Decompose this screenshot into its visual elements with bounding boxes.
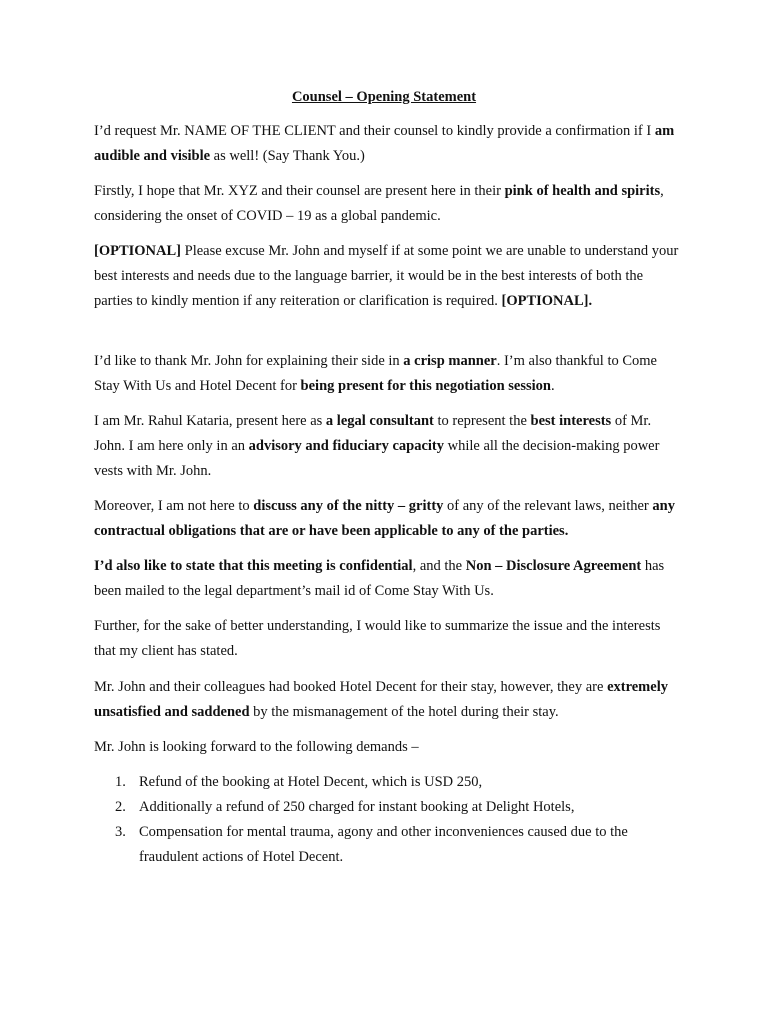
paragraph-summary-intro xyxy=(94,614,684,664)
emphasized-text: Non – Disclosure Agreement xyxy=(465,558,642,574)
emphasized-text: extremely unsatisfied and saddened xyxy=(94,679,668,720)
body-text: while all the decision-making power vests with Mr. John. xyxy=(94,438,660,479)
body-text: Mr. John is looking forward to the following demands – xyxy=(94,739,419,755)
body-text: of any of the relevant laws, neither xyxy=(443,498,653,514)
body-text: as well! (Say Thank You.) xyxy=(210,148,365,164)
paragraph-confidentiality xyxy=(94,554,684,604)
paragraph-issue xyxy=(94,675,684,725)
paragraph-thanks xyxy=(94,349,684,399)
list-item-text: Compensation for mental trauma, agony and other inconveniences caused due to the fraudulent actions of Hotel Decent. xyxy=(139,824,628,865)
body-text: has been mailed to the legal department’s mail id of Come Stay With Us. xyxy=(94,558,665,599)
emphasized-text: discuss any of the nitty – gritty xyxy=(253,498,444,514)
list-item-text: Additionally a refund of 250 charged for instant booking at Delight Hotels, xyxy=(139,799,575,815)
body-text: . xyxy=(550,378,555,394)
body-text: I am Mr. Rahul Kataria, present here as xyxy=(94,413,326,429)
body-text: I’d request Mr. NAME OF THE CLIENT and their counsel to kindly provide a confirmation if I xyxy=(94,123,655,139)
paragraph-demands-intro xyxy=(94,735,684,760)
body-text: by the mismanagement of the hotel during their stay. xyxy=(249,704,559,720)
emphasized-text: [OPTIONAL]. xyxy=(501,293,593,309)
body-text: Mr. John and their colleagues had booked Hotel Decent for their stay, however, they are xyxy=(94,679,608,695)
list-item-number: 2. xyxy=(115,799,126,815)
paragraph-optional-language xyxy=(94,239,684,314)
body-text: , considering the onset of COVID – 19 as a global pandemic. xyxy=(94,183,664,224)
body-text: of Mr. John. I am here only in an xyxy=(94,413,652,454)
emphasized-text: a legal consultant xyxy=(325,413,434,429)
emphasized-text: pink of health and spirits xyxy=(504,183,661,199)
body-text: . I’m also thankful to Come Stay With Us and Hotel Decent for xyxy=(94,353,657,394)
list-item-number: 1. xyxy=(115,774,126,790)
emphasized-text: advisory and fiduciary capacity xyxy=(248,438,444,454)
paragraph-audio-check xyxy=(94,119,684,169)
body-text: Further, for the sake of better understanding, I would like to summarize the issue and the interests that my client has stated. xyxy=(94,618,661,659)
list-item xyxy=(94,795,684,820)
list-item-number: 3. xyxy=(115,824,126,840)
paragraph-scope xyxy=(94,494,684,544)
paragraph-greeting xyxy=(94,179,684,229)
body-text: Firstly, I hope that Mr. XYZ and their counsel are present here in their xyxy=(94,183,505,199)
list-item xyxy=(94,820,684,870)
emphasized-text: am audible and visible xyxy=(94,123,675,164)
body-text: Please excuse Mr. John and myself if at some point we are unable to understand your best interests and needs due to the language barrier, it would be in the best interests of both the parties to kindly mention if any reiteration or clarification is required. xyxy=(94,243,679,309)
body-text: Moreover, I am not here to xyxy=(94,498,254,514)
list-item-text: Refund of the booking at Hotel Decent, which is USD 250, xyxy=(139,774,483,790)
body-text: to represent the xyxy=(433,413,531,429)
emphasized-text: a crisp manner xyxy=(403,353,497,369)
emphasized-text: I’d also like to state that this meeting is confidential xyxy=(94,558,413,574)
list-item xyxy=(94,770,684,795)
emphasized-text: best interests xyxy=(530,413,612,429)
emphasized-text: any contractual obligations that are or have been applicable to any of the parties. xyxy=(94,498,675,539)
emphasized-text: [OPTIONAL] xyxy=(94,243,181,259)
body-text: I’d like to thank Mr. John for explaining their side in xyxy=(94,353,404,369)
emphasized-text: being present for this negotiation session xyxy=(300,378,551,394)
paragraph-introduction xyxy=(94,409,684,484)
demands-list xyxy=(94,770,684,870)
body-text: , and the xyxy=(412,558,466,574)
document-title: Counsel – Opening Statement xyxy=(291,89,477,105)
